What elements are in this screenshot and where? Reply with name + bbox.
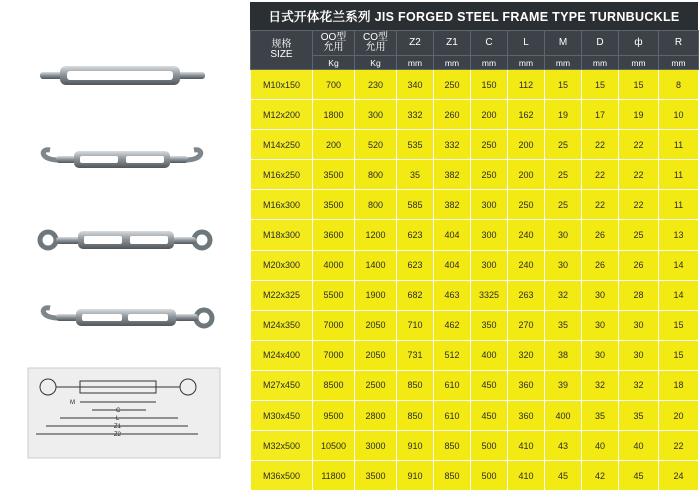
value-cell: 3500 xyxy=(355,461,397,491)
value-cell: 38 xyxy=(545,340,582,370)
header-cell: 规格 SIZE xyxy=(251,31,313,70)
value-cell: 25 xyxy=(619,220,659,250)
header-cell: L xyxy=(508,31,545,56)
value-cell: 623 xyxy=(397,250,434,280)
value-cell: 15 xyxy=(659,340,699,370)
value-cell: 610 xyxy=(434,401,471,431)
value-cell: 22 xyxy=(619,190,659,220)
value-cell: 22 xyxy=(619,130,659,160)
value-cell: 15 xyxy=(582,70,619,100)
value-cell: 700 xyxy=(313,70,355,100)
value-cell: 11 xyxy=(659,130,699,160)
value-cell: 3500 xyxy=(313,160,355,190)
value-cell: 500 xyxy=(471,461,508,491)
header-unit-cell: Kg xyxy=(355,56,397,70)
value-cell: 30 xyxy=(582,280,619,310)
value-cell: 623 xyxy=(397,220,434,250)
value-cell: 512 xyxy=(434,340,471,370)
table-row xyxy=(251,70,699,100)
value-cell: 1400 xyxy=(355,250,397,280)
value-cell: 230 xyxy=(355,70,397,100)
header-unit-cell: Kg xyxy=(313,56,355,70)
value-cell: 14 xyxy=(659,280,699,310)
value-cell: 450 xyxy=(471,401,508,431)
value-cell: 1800 xyxy=(313,100,355,130)
value-cell: 250 xyxy=(508,190,545,220)
diagram-label-l: L xyxy=(116,416,120,422)
value-cell: 40 xyxy=(582,431,619,461)
table-row xyxy=(251,250,699,280)
header-cell: ф xyxy=(619,31,659,56)
value-cell: 340 xyxy=(397,70,434,100)
value-cell: 1200 xyxy=(355,220,397,250)
size-cell: M10x150 xyxy=(251,70,313,100)
header-cell: Z2 xyxy=(397,31,434,56)
table-row xyxy=(251,461,699,491)
table-row xyxy=(251,310,699,340)
value-cell: 382 xyxy=(434,190,471,220)
header-cell: Z1 xyxy=(434,31,471,56)
value-cell: 10500 xyxy=(313,431,355,461)
header-unit-cell: mm xyxy=(434,56,471,70)
value-cell: 910 xyxy=(397,461,434,491)
value-cell: 2050 xyxy=(355,340,397,370)
table-row xyxy=(251,280,699,310)
table-row xyxy=(251,130,699,160)
value-cell: 30 xyxy=(619,310,659,340)
value-cell: 112 xyxy=(508,70,545,100)
value-cell: 410 xyxy=(508,461,545,491)
value-cell: 260 xyxy=(434,100,471,130)
value-cell: 150 xyxy=(471,70,508,100)
value-cell: 2050 xyxy=(355,310,397,340)
value-cell: 270 xyxy=(508,310,545,340)
value-cell: 15 xyxy=(659,310,699,340)
value-cell: 585 xyxy=(397,190,434,220)
header-unit-cell: mm xyxy=(619,56,659,70)
table-row xyxy=(251,220,699,250)
size-cell: M27x450 xyxy=(251,370,313,400)
size-cell: M20x300 xyxy=(251,250,313,280)
value-cell: 404 xyxy=(434,250,471,280)
value-cell: 43 xyxy=(545,431,582,461)
value-cell: 45 xyxy=(619,461,659,491)
value-cell: 32 xyxy=(545,280,582,310)
value-cell: 26 xyxy=(582,220,619,250)
value-cell: 14 xyxy=(659,250,699,280)
value-cell: 850 xyxy=(397,401,434,431)
value-cell: 200 xyxy=(471,100,508,130)
product-images-panel xyxy=(0,0,248,470)
value-cell: 320 xyxy=(508,340,545,370)
value-cell: 11 xyxy=(659,160,699,190)
value-cell: 22 xyxy=(619,160,659,190)
turnbuckle-hook-hook-icon xyxy=(43,150,200,168)
size-cell: M32x500 xyxy=(251,431,313,461)
table-row xyxy=(251,160,699,190)
value-cell: 5500 xyxy=(313,280,355,310)
value-cell: 26 xyxy=(619,250,659,280)
value-cell: 3600 xyxy=(313,220,355,250)
header-cell: OO型 允用 xyxy=(313,31,355,56)
value-cell: 42 xyxy=(582,461,619,491)
value-cell: 450 xyxy=(471,370,508,400)
value-cell: 200 xyxy=(508,130,545,160)
header-row-1 xyxy=(251,31,699,56)
value-cell: 360 xyxy=(508,370,545,400)
header-cell: C xyxy=(471,31,508,56)
value-cell: 35 xyxy=(582,401,619,431)
diagram-label-z1: Z1 xyxy=(114,424,122,430)
value-cell: 8500 xyxy=(313,370,355,400)
value-cell: 332 xyxy=(434,130,471,160)
size-cell: M24x350 xyxy=(251,310,313,340)
value-cell: 8 xyxy=(659,70,699,100)
turnbuckle-frame-only-icon xyxy=(40,66,205,85)
value-cell: 1900 xyxy=(355,280,397,310)
value-cell: 3500 xyxy=(313,190,355,220)
value-cell: 20 xyxy=(659,401,699,431)
value-cell: 162 xyxy=(508,100,545,130)
value-cell: 30 xyxy=(545,220,582,250)
table-row xyxy=(251,340,699,370)
turnbuckle-eye-eye-icon xyxy=(40,231,210,249)
value-cell: 300 xyxy=(355,100,397,130)
size-cell: M24x400 xyxy=(251,340,313,370)
header-unit-cell: mm xyxy=(471,56,508,70)
size-cell: M22x325 xyxy=(251,280,313,310)
value-cell: 15 xyxy=(545,70,582,100)
spec-table xyxy=(250,30,699,491)
value-cell: 200 xyxy=(508,160,545,190)
header-cell: R xyxy=(659,31,699,56)
value-cell: 462 xyxy=(434,310,471,340)
value-cell: 350 xyxy=(471,310,508,340)
value-cell: 35 xyxy=(545,310,582,340)
value-cell: 17 xyxy=(582,100,619,130)
size-cell: M16x300 xyxy=(251,190,313,220)
value-cell: 910 xyxy=(397,431,434,461)
value-cell: 7000 xyxy=(313,340,355,370)
header-cell: D xyxy=(582,31,619,56)
spec-table-container xyxy=(250,2,698,491)
size-cell: M36x500 xyxy=(251,461,313,491)
value-cell: 25 xyxy=(545,130,582,160)
dimension-diagram xyxy=(28,368,220,458)
value-cell: 3325 xyxy=(471,280,508,310)
value-cell: 731 xyxy=(397,340,434,370)
value-cell: 850 xyxy=(397,370,434,400)
value-cell: 850 xyxy=(434,431,471,461)
value-cell: 45 xyxy=(545,461,582,491)
value-cell: 13 xyxy=(659,220,699,250)
value-cell: 404 xyxy=(434,220,471,250)
table-body xyxy=(251,70,699,491)
value-cell: 18 xyxy=(659,370,699,400)
value-cell: 22 xyxy=(582,160,619,190)
value-cell: 40 xyxy=(619,431,659,461)
value-cell: 30 xyxy=(582,340,619,370)
value-cell: 25 xyxy=(545,190,582,220)
value-cell: 710 xyxy=(397,310,434,340)
diagram-label-c: C xyxy=(116,408,121,414)
value-cell: 520 xyxy=(355,130,397,160)
value-cell: 300 xyxy=(471,220,508,250)
size-cell: M12x200 xyxy=(251,100,313,130)
value-cell: 200 xyxy=(313,130,355,160)
table-row xyxy=(251,370,699,400)
value-cell: 30 xyxy=(582,310,619,340)
value-cell: 300 xyxy=(471,190,508,220)
value-cell: 240 xyxy=(508,220,545,250)
value-cell: 30 xyxy=(545,250,582,280)
value-cell: 11 xyxy=(659,190,699,220)
diagram-label-m: M xyxy=(70,400,75,406)
value-cell: 26 xyxy=(582,250,619,280)
value-cell: 535 xyxy=(397,130,434,160)
value-cell: 800 xyxy=(355,190,397,220)
turnbuckle-hook-eye-icon xyxy=(43,308,212,326)
size-cell: M14x250 xyxy=(251,130,313,160)
table-row xyxy=(251,401,699,431)
header-unit-cell: mm xyxy=(582,56,619,70)
value-cell: 2800 xyxy=(355,401,397,431)
value-cell: 22 xyxy=(659,431,699,461)
size-cell: M18x300 xyxy=(251,220,313,250)
header-cell: CO型 允用 xyxy=(355,31,397,56)
table-row xyxy=(251,431,699,461)
value-cell: 22 xyxy=(582,130,619,160)
value-cell: 263 xyxy=(508,280,545,310)
header-row-2 xyxy=(251,56,699,70)
value-cell: 400 xyxy=(545,401,582,431)
header-unit-cell: mm xyxy=(659,56,699,70)
turnbuckle-illustrations xyxy=(0,0,248,470)
header-unit-cell: mm xyxy=(397,56,434,70)
value-cell: 30 xyxy=(619,340,659,370)
value-cell: 7000 xyxy=(313,310,355,340)
value-cell: 300 xyxy=(471,250,508,280)
value-cell: 32 xyxy=(582,370,619,400)
value-cell: 39 xyxy=(545,370,582,400)
table-row xyxy=(251,100,699,130)
value-cell: 25 xyxy=(545,160,582,190)
value-cell: 400 xyxy=(471,340,508,370)
value-cell: 250 xyxy=(434,70,471,100)
value-cell: 24 xyxy=(659,461,699,491)
value-cell: 682 xyxy=(397,280,434,310)
size-cell: M30x450 xyxy=(251,401,313,431)
value-cell: 19 xyxy=(619,100,659,130)
value-cell: 610 xyxy=(434,370,471,400)
value-cell: 410 xyxy=(508,431,545,461)
value-cell: 28 xyxy=(619,280,659,310)
value-cell: 22 xyxy=(582,190,619,220)
value-cell: 9500 xyxy=(313,401,355,431)
value-cell: 500 xyxy=(471,431,508,461)
value-cell: 360 xyxy=(508,401,545,431)
value-cell: 35 xyxy=(397,160,434,190)
value-cell: 3000 xyxy=(355,431,397,461)
value-cell: 463 xyxy=(434,280,471,310)
value-cell: 19 xyxy=(545,100,582,130)
value-cell: 850 xyxy=(434,461,471,491)
value-cell: 32 xyxy=(619,370,659,400)
value-cell: 10 xyxy=(659,100,699,130)
header-cell: M xyxy=(545,31,582,56)
value-cell: 4000 xyxy=(313,250,355,280)
value-cell: 250 xyxy=(471,130,508,160)
value-cell: 332 xyxy=(397,100,434,130)
table-title: 日式开体花兰系列 JIS FORGED STEEL FRAME TYPE TURNBUCKLE xyxy=(250,2,698,30)
value-cell: 15 xyxy=(619,70,659,100)
table-row xyxy=(251,190,699,220)
value-cell: 35 xyxy=(619,401,659,431)
header-unit-cell: mm xyxy=(508,56,545,70)
value-cell: 250 xyxy=(471,160,508,190)
value-cell: 240 xyxy=(508,250,545,280)
value-cell: 2500 xyxy=(355,370,397,400)
header-unit-cell: mm xyxy=(545,56,582,70)
value-cell: 382 xyxy=(434,160,471,190)
value-cell: 11800 xyxy=(313,461,355,491)
value-cell: 800 xyxy=(355,160,397,190)
size-cell: M16x250 xyxy=(251,160,313,190)
diagram-label-z2: Z2 xyxy=(114,432,122,438)
